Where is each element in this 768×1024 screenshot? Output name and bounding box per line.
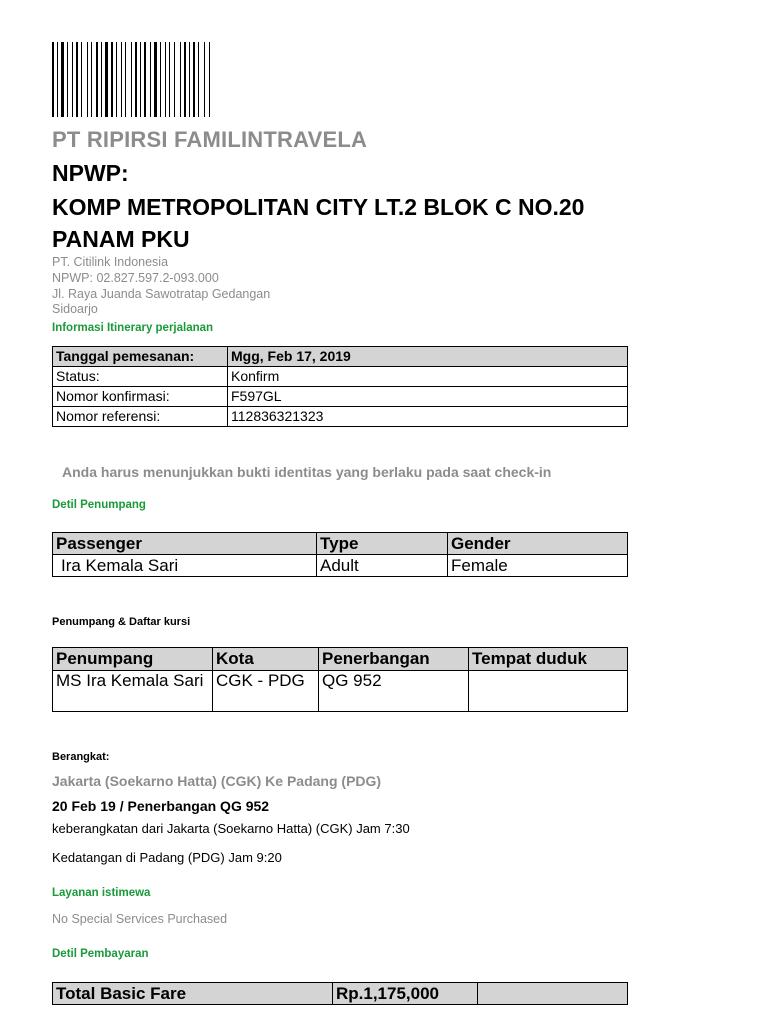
departure-label: Berangkat: [52, 751, 110, 763]
table-row [53, 983, 628, 1005]
total-fare-extra [478, 983, 628, 1005]
special-services-heading: Layanan istimewa [52, 887, 151, 899]
seat-flight: QG 952 [319, 671, 469, 712]
reference-label: Nomor referensi: [53, 407, 228, 427]
col-gender: Gender [448, 533, 628, 555]
issuer-city: Sidoarjo [52, 302, 98, 316]
table-header-row [53, 648, 628, 671]
col-passenger: Passenger [53, 533, 317, 555]
company-address-line1: KOMP METROPOLITAN CITY LT.2 BLOK C NO.20 [52, 194, 585, 220]
seat-list-heading: Penumpang & Daftar kursi [52, 616, 191, 628]
issuer-address: Jl. Raya Juanda Sawotratap Gedangan [52, 287, 271, 301]
id-notice: Anda harus menunjukkan bukti identitas yang berlaku pada saat check-in [62, 464, 552, 480]
seat-city: CGK - PDG [213, 671, 319, 712]
barcode-image [52, 42, 216, 117]
confirmation-value: F597GL [228, 387, 628, 407]
payment-heading: Detil Pembayaran [52, 948, 149, 960]
company-name: PT RIPIRSI FAMILINTRAVELA [52, 127, 368, 152]
passenger-type: Adult [317, 555, 448, 577]
table-row [53, 347, 628, 367]
passenger-details-heading: Detil Penumpang [52, 499, 146, 511]
special-services-text: No Special Services Purchased [52, 912, 228, 926]
passenger-table [52, 532, 628, 577]
passenger-gender: Female [448, 555, 628, 577]
total-fare-label: Total Basic Fare [53, 983, 333, 1005]
arrival-time: Kedatangan di Padang (PDG) Jam 9:20 [52, 850, 282, 865]
passenger-name: Ira Kemala Sari [53, 555, 317, 577]
status-value: Konfirm [228, 367, 628, 387]
itinerary-table [52, 346, 628, 427]
departure-flight: 20 Feb 19 / Penerbangan QG 952 [52, 798, 270, 814]
seat-passenger: MS Ira Kemala Sari [53, 671, 213, 712]
col-penumpang: Penumpang [53, 648, 213, 671]
issuer-name: PT. Citilink Indonesia [52, 255, 169, 269]
table-row [53, 387, 628, 407]
seat-table [52, 647, 628, 712]
status-label: Status: [53, 367, 228, 387]
booking-date-value: Mgg, Feb 17, 2019 [228, 347, 628, 367]
booking-date-label: Tanggal pemesanan: [53, 347, 228, 367]
seat-number [469, 671, 628, 712]
itinerary-heading: Informasi Itinerary perjalanan [52, 322, 214, 334]
issuer-npwp: NPWP: 02.827.597.2-093.000 [52, 271, 219, 285]
table-row [53, 555, 628, 577]
reference-value: 112836321323 [228, 407, 628, 427]
table-row [53, 407, 628, 427]
departure-route: Jakarta (Soekarno Hatta) (CGK) Ke Padang (PDG) [52, 773, 382, 789]
col-kota: Kota [213, 648, 319, 671]
total-fare-amount: Rp.1,175,000 [333, 983, 478, 1005]
table-row [53, 671, 628, 712]
departure-time: keberangkatan dari Jakarta (Soekarno Hatta) (CGK) Jam 7:30 [52, 821, 410, 836]
npwp-label: NPWP: [52, 160, 129, 186]
col-tempat-duduk: Tempat duduk [469, 648, 628, 671]
table-row [53, 367, 628, 387]
company-address-line2: PANAM PKU [52, 226, 190, 252]
table-header-row [53, 533, 628, 555]
confirmation-label: Nomor konfirmasi: [53, 387, 228, 407]
payment-table [52, 982, 628, 1005]
col-penerbangan: Penerbangan [319, 648, 469, 671]
col-type: Type [317, 533, 448, 555]
